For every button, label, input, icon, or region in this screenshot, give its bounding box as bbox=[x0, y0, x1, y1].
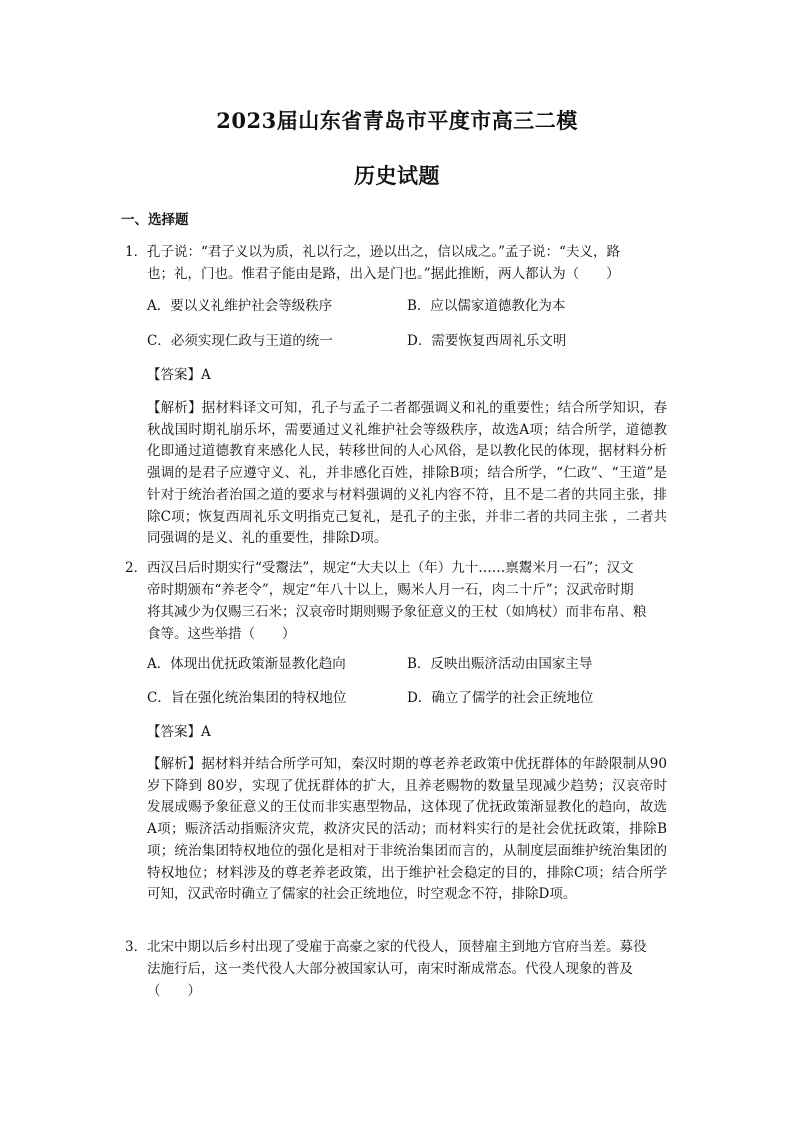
answer: 【答案】A bbox=[147, 367, 211, 383]
option-b: B．反映出赈济活动由国家主导 bbox=[407, 656, 593, 672]
question-number: 2． bbox=[125, 560, 148, 576]
option-c: C．必须实现仁政与王道的统一 bbox=[147, 333, 333, 349]
question-text-line: （ ） bbox=[147, 983, 201, 999]
question-number: 1． bbox=[125, 244, 148, 260]
question-text-line: 帝时期颁布“养老令”，规定“年八十以上，赐米人月一石，肉二十斤”；汉武帝时期 bbox=[147, 582, 634, 598]
option-a: A．要以义礼维护社会等级秩序 bbox=[147, 298, 333, 314]
option-b: B．应以儒家道德教化为本 bbox=[407, 298, 566, 314]
question-text-line: 食等。这些举措（ ） bbox=[147, 626, 296, 642]
question-text-line: 西汉吕后时期实行“受鬻法”，规定“大夫以上（年）九十……禀鬻米月一石”；汉文 bbox=[147, 560, 634, 576]
question-text-line: 孔子说：“君子义以为质，礼以行之，逊以出之，信以成之。”孟子说：“夫义，路 bbox=[147, 244, 620, 260]
question-text-line: 法施行后，这一类代役人大部分被国家认可，南宋时渐成常态。代役人现象的普及 bbox=[147, 961, 633, 977]
section-heading: 一、选择题 bbox=[121, 212, 189, 228]
question-text-line: 将其减少为仅赐三石米；汉哀帝时期则赐予象征意义的王杖（如鸠杖）而非布帛、粮 bbox=[147, 604, 647, 620]
explanation: 【解析】据材料译文可知，孔子与孟子二者都强调义和礼的重要性；结合所学知识，春秋战国时期礼崩乐坏，需要通过义礼维护社会等级秩序，故选A项；结合所学，道德教化即通过道德教育来感化人民，转移世间的人心风俗，是以教化民的体现，据材料分析强调的是君子应遵守义、礼，并非感化百姓，排除B项；结合所学，“仁政”、“王道”是针对于统治者治国之道的要求与材料强调的义礼内容不符，且不是二者的共同主张，排除C项；恢复西周礼乐文明指克己复礼，是孔子的主张，并非二者的共同主张 ，二者共同强调的是义、礼的重要性，排除D项。 bbox=[147, 400, 667, 547]
question-text-line: 也；礼，门也。惟君子能由是路，出入是门也。”据此推断，两人都认为（ ） bbox=[147, 266, 620, 282]
option-c: C．旨在强化统治集团的特权地位 bbox=[147, 690, 347, 706]
question-number: 3． bbox=[125, 939, 148, 955]
option-a: A．体现出优抚政策渐显教化趋向 bbox=[147, 656, 346, 672]
explanation: 【解析】据材料并结合所学可知，秦汉时期的尊老养老政策中优抚群体的年龄限制从90岁下降到 80岁，实现了优抚群体的扩大，且养老赐物的数量呈现减少趋势；汉哀帝时发展成赐予象征意义的王仗而非实惠型物品，这体现了优抚政策渐显教化的趋向，故选A项；赈济活动指赈济灾荒，救济灾民的活动；而材料实行的是社会优抚政策，排除B项；统治集团特权地位的强化是相对于非统治集团而言的，从制度层面维护统治集团的特权地位；材料涉及的尊老养老政策，出于维护社会稳定的目的，排除C项；结合所学可知，汉武帝时确立了儒家的社会正统地位，时空观念不符，排除D项。 bbox=[147, 756, 667, 903]
question-text-line: 北宋中期以后乡村出现了受雇于高豪之家的代役人，顶替雇主到地方官府当差。募役 bbox=[147, 939, 647, 955]
document-subtitle: 历史试题 bbox=[354, 163, 440, 188]
option-d: D．确立了儒学的社会正统地位 bbox=[407, 690, 594, 706]
answer: 【答案】A bbox=[147, 724, 211, 740]
option-d: D．需要恢复西周礼乐文明 bbox=[407, 333, 567, 349]
document-title: 2023届山东省青岛市平度市高三二模 bbox=[216, 108, 578, 133]
